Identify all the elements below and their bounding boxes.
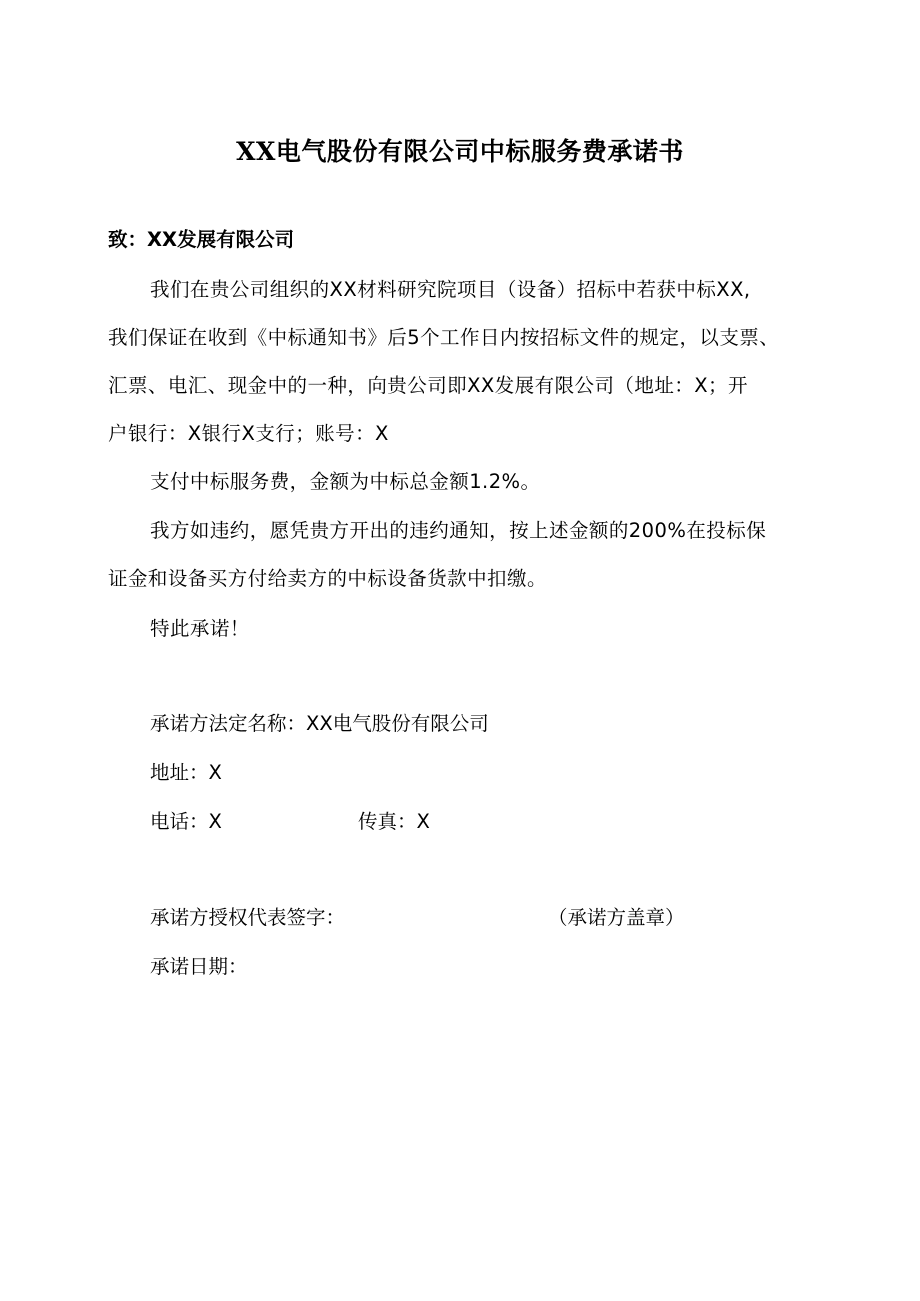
paragraph-3 [108,507,814,603]
date-label: 承诺日期： [150,955,248,978]
committer-name: 承诺方法定名称：XX电气股份有限公司 [150,712,489,735]
fax: 传真：X [358,810,430,833]
paragraph-1 [108,266,814,458]
paragraph-3-line: 我方如违约，愿凭贵方开出的违约通知，按上述金额的200%在投标保 [150,519,767,542]
page-title: XX电气股份有限公司中标服务费承诺书 [236,137,684,166]
seal-label: （承诺方盖章） [548,906,685,929]
address: 地址：X [150,761,222,784]
phone: 电话：X [150,810,222,833]
paragraph-1-line: 户银行：X银行X支行；账号：X [108,422,389,445]
signature-label: 承诺方授权代表签字： [150,906,346,929]
paragraph-1-line: 我们在贵公司组织的XX材料研究院项目（设备）招标中若获中标XX, [150,278,751,301]
salutation: 致：XX发展有限公司 [108,228,295,251]
paragraph-1-line: 我们保证在收到《中标通知书》后5个工作日内按招标文件的规定，以支票、 [108,326,780,349]
paragraph-2 [108,458,814,506]
closing-line: 特此承诺！ [150,617,250,640]
paragraph-3-line: 证金和设备买方付给卖方的中标设备货款中扣缴。 [108,567,547,590]
paragraph-2-line: 支付中标服务费，金额为中标总金额1.2%。 [150,470,541,493]
closing [108,605,814,653]
paragraph-1-line: 汇票、电汇、现金中的一种，向贵公司即XX发展有限公司（地址：X；开 [108,374,748,397]
